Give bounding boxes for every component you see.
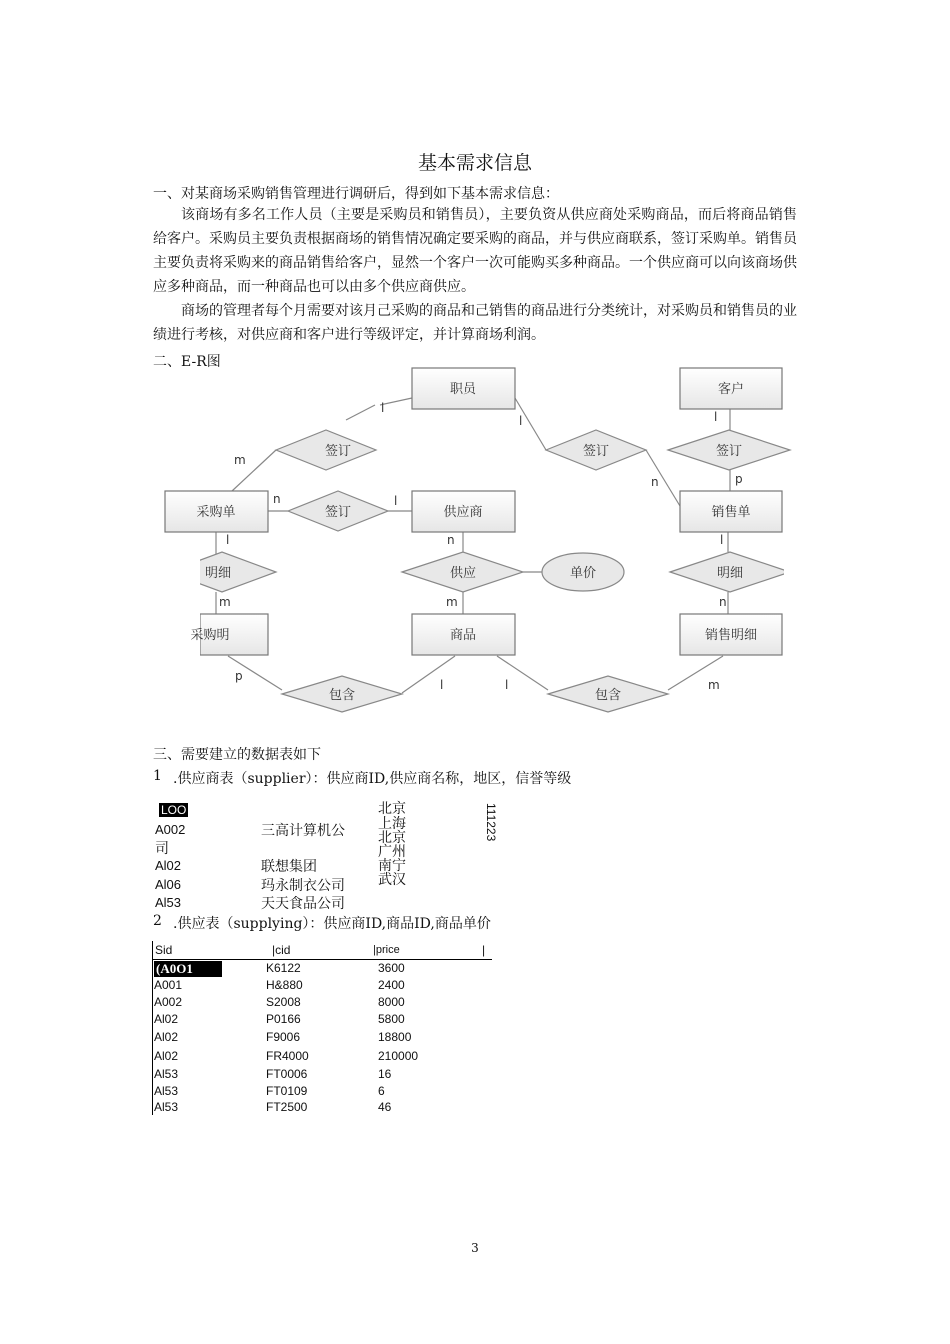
table-header: Sid	[155, 943, 173, 957]
paragraph-2: 商场的管理者每个月需要对该月己采购的商品和己销售的商品进行分类统计，对采购员和销售员的业绩进行考核，对供应商和客户进行等级评定，并计算商场利润。	[153, 303, 797, 343]
table-header: |price	[373, 944, 400, 956]
table2-caption-number: 2	[153, 913, 162, 929]
table-cell: Al06	[155, 877, 182, 892]
table-cell: 46	[378, 1100, 392, 1114]
card-label: m	[708, 678, 720, 692]
table-cell: H&880	[266, 978, 303, 992]
table-cell: 武汉	[378, 872, 406, 888]
card-label: l	[226, 533, 230, 547]
card-label: n	[719, 595, 727, 609]
table1-caption: .供应商表（supplier）：供应商ID,供应商名称，地区，信誉等级	[173, 771, 572, 787]
entity-customer-label: 客户	[717, 382, 745, 397]
table2-caption: .供应表（supplying）：供应商ID,商品ID,商品单价	[173, 916, 491, 932]
card-label: l	[519, 414, 523, 428]
table-cell: Al53	[155, 895, 182, 910]
card-label: l	[720, 533, 724, 547]
table-cell: 玛永制衣公司	[261, 878, 345, 894]
rel-supply-label: 供应	[449, 566, 477, 581]
table1-caption-number: 1	[153, 768, 162, 784]
rel-sign-3-label: 签订	[715, 444, 743, 459]
table-cell: Al02	[154, 1030, 179, 1044]
table-cell: Al02	[155, 858, 182, 873]
table-cell: 联想集团	[261, 859, 317, 875]
table-cell: Al02	[154, 1012, 179, 1026]
entity-sales-detail-label: 销售明细	[704, 628, 758, 643]
table-cell: 8000	[378, 995, 405, 1009]
table-cell: 6	[378, 1084, 385, 1098]
table-header: |cid	[272, 943, 291, 957]
attr-unit-price-label: 单价	[569, 566, 597, 581]
table-cell-grades: 111223	[484, 803, 498, 842]
table-cell: Al53	[154, 1084, 179, 1098]
table-cell: FT0109	[266, 1084, 308, 1098]
table-cell: K6122	[266, 961, 301, 975]
card-label: n	[651, 475, 659, 489]
paragraph-1: 该商场有多名工作人员（主要是采购员和销售员），主要负资从供应商处采购商品，而后将商品销售给客户。采购员主要负责根据商场的销售情况确定要采购的商品，并与供应商联系，签订采购单。销售员主要负责将采购来的商品销售给客户，显然一个客户一次可能购买多种商品。一个供应商可以向该商场供应多种商品，而一种商品也可以由多个供应商供应。	[153, 207, 797, 295]
rel-detail-1-label: 明细	[204, 566, 232, 581]
table-cell: (A0O1	[154, 961, 222, 977]
supplying-table	[152, 941, 492, 1115]
table-cell: 司	[155, 841, 169, 857]
section3-heading: 三、需要建立的数据表如下	[153, 747, 321, 763]
entity-goods-label: 商品	[449, 628, 477, 643]
table-cell: 3600	[378, 961, 405, 975]
table-cell: 北京	[378, 801, 406, 817]
table-cell: 18800	[378, 1030, 412, 1044]
table-cell: 天天食品公司	[261, 896, 345, 912]
rel-sign-4-label: 签订	[324, 505, 352, 520]
page-number: 3	[471, 1241, 479, 1255]
card-label: l	[505, 678, 509, 692]
table-cell: 北京	[378, 830, 406, 846]
card-label: p	[235, 669, 243, 683]
card-label: l	[394, 494, 398, 508]
table-header: |	[482, 943, 486, 957]
entity-purchase-order-label: 采购单	[196, 505, 236, 520]
entity-sales-order-label: 销售单	[711, 505, 751, 520]
card-label: n	[273, 492, 281, 506]
rel-contain-2-label: 包含	[594, 688, 622, 703]
card-label: l	[381, 401, 385, 415]
entity-employee-label: 职员	[449, 382, 477, 397]
rel-sign-2-label: 签订	[582, 444, 610, 459]
table-cell: A002	[154, 995, 183, 1009]
page-title: 基本需求信息	[417, 152, 532, 174]
card-label: m	[219, 595, 231, 609]
rel-detail-2-label: 明细	[716, 566, 744, 581]
table-cell: P0166	[266, 1012, 301, 1026]
table-cell: FT2500	[266, 1100, 308, 1114]
card-label: p	[735, 472, 743, 486]
table-cell: 上海	[378, 816, 406, 832]
card-label: n	[447, 533, 455, 547]
table-cell: S2008	[266, 995, 301, 1009]
table-cell: FT0006	[266, 1067, 308, 1081]
entity-purchase-detail-label: 采购明	[190, 628, 230, 643]
table-cell: Al53	[154, 1067, 179, 1081]
table-cell: 广州	[378, 844, 406, 860]
table-cell: 2400	[378, 978, 405, 992]
table-cell: 5800	[378, 1012, 405, 1026]
card-label: m	[446, 595, 458, 609]
table-cell: 16	[378, 1067, 392, 1081]
section1-heading: 一、对某商场采购销售管理进行调研后，得到如下基本需求信息：	[153, 186, 559, 202]
table-cell: Al53	[154, 1100, 179, 1114]
table-cell: F9006	[266, 1030, 301, 1044]
table-cell: 南宁	[378, 858, 406, 874]
er-diagram	[0, 360, 950, 730]
entity-supplier-label: 供应商	[443, 505, 483, 520]
table-cell: A001	[154, 978, 183, 992]
rel-sign-1-label: 签订	[324, 444, 352, 459]
table-cell: Al02	[154, 1049, 179, 1063]
table-cell: LOO	[161, 803, 187, 817]
card-label: l	[440, 678, 444, 692]
table-cell: FR4000	[266, 1049, 309, 1063]
section2-heading: 二、E-R图	[153, 354, 221, 370]
card-label: l	[714, 410, 718, 424]
card-label: m	[234, 453, 246, 467]
table-cell: A002	[155, 822, 186, 837]
table-cell: 三高计算机公	[261, 823, 345, 839]
rel-contain-1-label: 包含	[328, 688, 356, 703]
table-cell: 210000	[378, 1049, 419, 1063]
